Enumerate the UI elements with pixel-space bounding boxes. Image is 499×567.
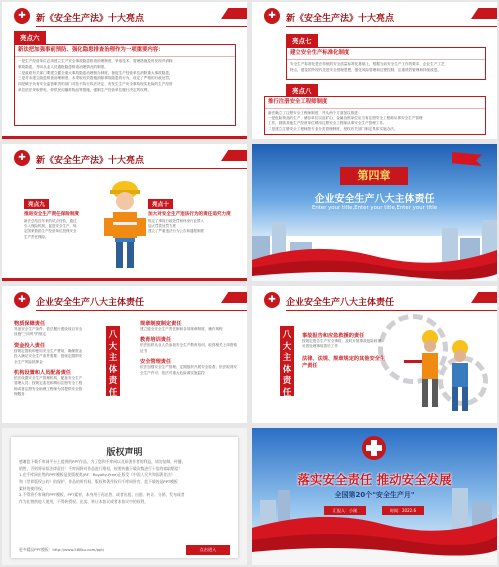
text-line: 引入保险机制，促进安全生产，规 — [24, 224, 77, 229]
vertical-banner — [280, 326, 294, 396]
banner-char: 责 — [108, 376, 118, 386]
vertical-banner — [106, 326, 120, 396]
responsibility-item — [140, 320, 238, 332]
text-line: 建立了严重违法行为公告和通报制度 — [148, 229, 204, 234]
safety-worker-illustration — [100, 176, 150, 276]
enter-button[interactable]: 点击进入 — [186, 545, 230, 555]
text-line: 一是生产经营单位必须建立生产安全事故隐患排查治理制度，采取技术、管理措施及时发现并消除 — [18, 59, 173, 64]
responsibility-text: 按规定提取和使用安全生产费用，确保资金投入满足安全生产条件需要；按规定缴纳安全生产风险抵押金 — [14, 348, 83, 364]
slide-chapter-four[interactable] — [252, 144, 497, 281]
responsibility-item — [302, 332, 388, 350]
responsibility-heading: 资金投入责任 — [14, 342, 46, 349]
highlight-heading: 加大对安全生产违法行为的责任追究力度 — [148, 212, 231, 217]
banner-char: 任 — [282, 387, 292, 398]
box-text — [287, 60, 485, 76]
text-line: 新法总结近年来的试点经验，通过 — [24, 218, 77, 223]
highlight-body — [24, 212, 104, 240]
slide-title: 新《安全生产法》十大亮点 — [286, 14, 395, 24]
content-box — [264, 96, 486, 135]
banner-char: 责 — [282, 376, 292, 386]
text-line: 事故隐患，并向从业人员通报隐患排查治理情况的制度。 — [18, 64, 108, 69]
text-line: 二是建立注册安全工程师按专业分类管理制度，授权有关部门制定具体实施办法。 — [268, 126, 398, 131]
banner-char: 大 — [108, 341, 118, 352]
text-line: 素材的使用权。 — [19, 485, 46, 491]
highlight-tag: 亮点七 — [286, 34, 318, 47]
responsibility-heading: 机构设置和人员配备责任 — [14, 369, 72, 376]
responsibility-text: 依法加强安全生产管理；定期组织开展安全检查；依法取得安全生产许可；依法对重大危险源实施监控 — [140, 365, 238, 375]
responsibility-text: 具备安全生产条件；依法履行建设项目安全设施"三同时"的规定 — [14, 327, 83, 337]
banner-char: 体 — [108, 364, 118, 375]
text-line: 加大罚款处罚力度 — [148, 224, 176, 229]
responsibility-column-left — [14, 320, 84, 398]
copyright-text — [19, 459, 231, 505]
responsibility-heading: 物质保障责任 — [14, 321, 46, 327]
text-line: 特点，借鉴国外现代先进安全管理思想，强化风险管理和过程控制，注重绩效管理和持续改进。 — [290, 67, 441, 72]
cross-emblem-icon: ✚ — [264, 8, 280, 24]
chapter-number: 第四章 — [340, 167, 408, 185]
responsibility-heading: 安全管理责任 — [140, 359, 172, 366]
responsibility-column — [302, 332, 388, 369]
closing-subline: 全国第20个"安全生产月" — [334, 491, 415, 499]
workers-illustration — [400, 326, 490, 418]
banner-char: 主 — [108, 353, 118, 363]
text-line: 四是赋予负有安全监管职责的部门对拒不执行执法决定、有发生生产安全事故现实危险的生产经营 — [18, 82, 173, 87]
slide-title: 企业安全生产八大主体责任 — [36, 298, 145, 308]
box-heading: 新法把加强事前预防、强化隐患排查治理作为一项重要内容： — [15, 45, 235, 57]
title-underline — [36, 168, 247, 169]
slide-copyright[interactable] — [2, 428, 247, 565]
text-line: 一是危险物品的生产、储存单位以及矿山、金属冶炼单位应当有注册安全工程师从事安全生产管理 — [268, 116, 423, 121]
cross-emblem-icon: ✚ — [14, 150, 30, 166]
box-heading: 建立安全生产标准化制度 — [287, 48, 485, 60]
content-box — [286, 47, 486, 80]
slide-highlights-nine-ten[interactable] — [2, 144, 247, 281]
text-line: 2.不得将千库网的PPT模板、PPT素材，本身用于再出售，或者出租、出借、转让、分销、发布或者 — [19, 492, 185, 498]
closing-headline: 落实安全责任 推动安全发展 — [297, 472, 452, 487]
responsibility-item — [140, 358, 238, 376]
text-line: 感谢您下载千库网平台上提供的PPT作品，为了您和千库网以及原创作者的利益，请勿复制、传播、 — [19, 459, 186, 464]
content-box — [14, 44, 236, 126]
copyright-card — [11, 437, 238, 558]
corner-tab — [471, 292, 497, 303]
slide-title: 企业安全生产八大主体责任 — [286, 298, 395, 308]
highlight-body — [148, 212, 240, 235]
slide-closing-banner[interactable] — [252, 428, 497, 565]
responsibility-text: 建立健全安全生产责任制和各项规章制度、操作规程 — [140, 327, 223, 331]
date-label: 时间：2022.6 — [382, 506, 424, 515]
slide-highlights-seven-eight[interactable] — [252, 2, 497, 139]
slide-title: 新《安全生产法》十大亮点 — [36, 14, 145, 24]
text-line: 定国家鼓励生产经营单位投保安全 — [24, 229, 77, 234]
copyright-title: 版权声明 — [106, 448, 143, 458]
responsibility-item — [302, 355, 388, 369]
responsibility-text: 依法组织从业人员参加安全生产教育培训，取得相关上岗资格证书 — [140, 343, 238, 353]
responsibility-heading: 法律、法规、规章规定的其他安全生产责任 — [302, 355, 386, 369]
corner-tab — [221, 150, 247, 161]
text-line: 销售，否则将承担法律责任！千库网将对作品进行维权，按照传播下载次数进行十倍的索取赔偿！ — [19, 465, 183, 471]
text-line: 三是对未建立隐患排查治理制度、未采取有效措施消除事故隐患的行为，设定了严格的行政处罚。 — [18, 76, 173, 81]
responsibility-heading: 规章制度制定责任 — [140, 321, 182, 327]
text-line: 单位依法采取停电、停供民用爆炸物品等措施，强制生产经营单位履行决定的权利。 — [18, 87, 151, 92]
responsibility-text: 依法设置安全生产管理机构，配备安全生产管理人员；按规定委托和聘用注册安全工程师或者注册安全助理工程师为其提供安全管理服务 — [14, 375, 83, 397]
footer-bar — [2, 136, 247, 139]
banner-char: 体 — [282, 364, 292, 375]
reporter-label: 汇报人：小刚 — [324, 506, 366, 515]
cross-emblem-icon: ✚ — [264, 292, 280, 308]
box-text — [265, 109, 485, 134]
text-line: 工作，鼓励其他生产经营单位聘用注册安全工程师从事安全生产管理工作。 — [268, 121, 387, 126]
slide-title: 新《安全生产法》十大亮点 — [36, 156, 145, 166]
chapter-banner — [252, 144, 497, 281]
highlight-tag: 亮点六 — [14, 31, 46, 44]
text-line: 二是政府有关部门要建立健全重大事故隐患治理督办制度，督促生产经营单位消除重大事故隐患。 — [18, 70, 173, 75]
copyright-footer-link[interactable]: 更多精品PPT模板：http://www.588ku.com/ppt/ — [19, 547, 105, 552]
text-line: 新法确立了注册安全工程师制度，并从两个方面加以推进： — [268, 111, 362, 116]
responsibility-item — [14, 342, 84, 365]
slide-eight-responsibilities-b[interactable] — [252, 286, 497, 423]
cross-emblem-icon: ✚ — [14, 292, 30, 308]
box-heading: 推行注册安全工程师制度 — [265, 97, 485, 109]
responsibility-item — [14, 369, 84, 398]
slide-highlight-six[interactable] — [2, 2, 247, 139]
box-text — [15, 57, 235, 96]
responsibility-heading: 事故报告和应急救援的责任 — [302, 333, 365, 339]
banner-char: 主 — [282, 353, 292, 363]
responsibility-item — [140, 336, 238, 354]
corner-tab — [471, 8, 497, 19]
highlight-tag: 亮点八 — [286, 84, 318, 97]
banner-char: 八 — [108, 330, 118, 340]
corner-tab — [221, 8, 247, 19]
banner-char: 八 — [282, 330, 292, 340]
responsibility-item — [14, 320, 84, 338]
footer-bar — [2, 278, 247, 281]
responsibility-text: 按规定报告生产安全事故；及时开展事故抢险救援；妥善处理事故善后工作 — [302, 339, 385, 349]
highlight-tag: 亮点九 — [24, 199, 49, 209]
text-line: 作为礼物供他人使用，不得转授权、出卖、转让本协议或者本协议中的权利。 — [19, 498, 149, 504]
slide-eight-responsibilities-a[interactable] — [2, 286, 247, 423]
banner-char: 任 — [108, 387, 118, 398]
text-line: 生产责任保险。 — [24, 234, 49, 239]
cross-emblem-icon: ✚ — [14, 8, 30, 24]
highlight-tag: 亮点十 — [148, 199, 173, 209]
chapter-title: 企业安全生产八大主体责任 — [314, 194, 435, 205]
text-line: 安全生产标准化是在传统的安全质量标准化基础上，根据当前安全生产工作的要求、企业生产工艺 — [290, 62, 445, 67]
text-line: 1.在千库网出售的PPT模板是免版税类(RF：Royalty-Free)正版受《中国人民共和国著作法》 — [19, 472, 175, 478]
chapter-subtitle: Enter your title,Enter your title,Enter your title — [311, 205, 438, 211]
corner-tab — [221, 292, 247, 303]
text-line: 规定了事故行政处罚和终身行业禁入 — [148, 218, 204, 223]
title-underline — [36, 26, 247, 27]
title-underline — [286, 310, 497, 311]
title-underline — [36, 310, 247, 311]
title-underline — [286, 26, 497, 27]
responsibility-column-right — [140, 320, 238, 376]
banner-char: 大 — [282, 341, 292, 352]
text-line: 和《世界版权公约》的保护，作品的所有权、版权和著作权归千库网所有，您下载的是PPT模板 — [19, 478, 178, 484]
responsibility-heading: 教育培训责任 — [140, 337, 172, 344]
highlight-heading: 推进安全生产责任保险制度 — [24, 212, 80, 217]
